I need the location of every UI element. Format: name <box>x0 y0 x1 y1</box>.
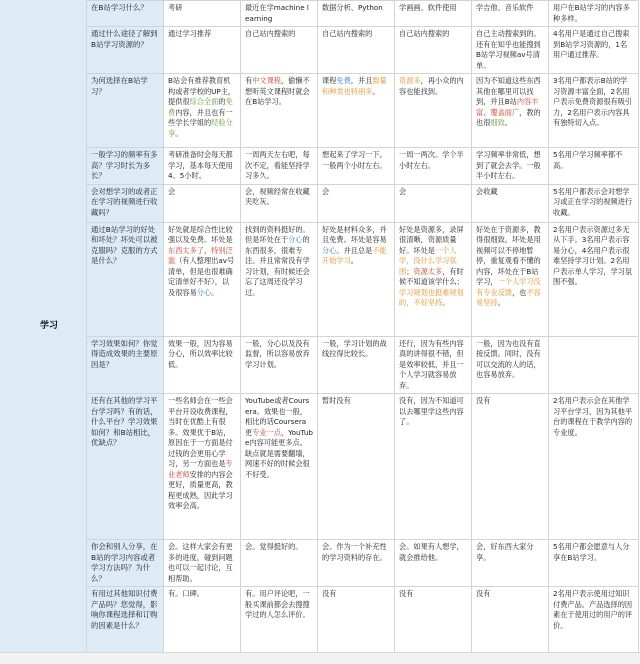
highlight-text: 内容丰富 <box>476 97 539 117</box>
highlight-text: 东西太多了 <box>168 245 204 255</box>
table-row <box>87 540 639 587</box>
answer-text: ，再小众的内容也能找到。 <box>399 76 464 96</box>
table-row <box>87 222 639 336</box>
answer-cell <box>318 1 395 27</box>
answer-text: 2名用户表示会在其他学习平台学习，因为其他平台的课程在于教学内容的专业度。 <box>553 396 633 437</box>
table-row <box>87 184 639 222</box>
highlight-text: 综合全面 <box>189 97 219 106</box>
answer-text: 会 <box>168 186 176 196</box>
question-cell: 会对想学习的或者正在学习的视频进行收藏吗？ <box>87 184 164 222</box>
answer-text: ，并且 <box>350 76 373 85</box>
answer-text: 一周两天左右吧，每次不定，看能坚持学习多久。 <box>245 150 310 180</box>
answer-text: 。 <box>372 86 380 96</box>
answer-text: 好处是资源多，录屏很清晰，资源质量好。坏处是 <box>399 224 464 255</box>
interview-table-body <box>87 1 639 659</box>
answer-cell <box>395 394 472 540</box>
answer-text: ，教的也很 <box>476 107 541 127</box>
answer-text: 的 <box>218 97 226 106</box>
answer-text: 没有 <box>476 396 491 405</box>
answer-text: 没有 <box>399 589 414 598</box>
answer-text: 想起来了学习一下。一般两个小时左右。 <box>322 150 387 170</box>
question-cell: 你会和别人分享，在B站的学习内容或者学习方法吗？为什么？ <box>87 540 164 587</box>
answer-text: 的东西很多，很难专注。并且常常没有学习计划，有时候还会忘了这周还没学习过。 <box>245 235 310 297</box>
answer-cell <box>164 336 241 394</box>
answer-text: 考研 <box>168 3 183 12</box>
answer-text: 一般，因为也没有直接反馈。同时，没有可以交流的人的话，也容易放弃。 <box>476 338 541 379</box>
answer-cell <box>318 27 395 74</box>
answer-text: 会。这样大家会有更多的进度，碰到问题也可以一起讨论，互相帮助。 <box>168 542 233 583</box>
highlight-text: 一个人学习没有专业反馈 <box>476 277 541 297</box>
answer-text: 一般，学习计划的战线拉得比较长。 <box>322 338 387 358</box>
highlight-text: 中文课程 <box>252 76 281 85</box>
question-cell: 通过什么途径了解到B站学习资源的？ <box>87 27 164 74</box>
summary-cell <box>549 148 639 185</box>
table-row <box>87 148 639 185</box>
answer-text: 用户在B站学习的内容多种多样。 <box>553 3 630 23</box>
answer-cell <box>395 27 472 74</box>
answer-cell <box>241 27 318 74</box>
answer-text: 。 <box>175 128 183 138</box>
answer-text: 数据分析、Python <box>322 3 383 12</box>
answer-text: 会。觉得挺好的。 <box>245 542 303 551</box>
answer-text: 。 <box>211 287 219 297</box>
answer-text: 会 <box>322 186 330 196</box>
answer-text: ，有时候不知道该学什么； <box>399 266 464 286</box>
answer-text: 5名用户都会愿意与人分享在B站学习。 <box>553 542 630 562</box>
answer-cell <box>241 184 318 222</box>
question-cell: 还有在其他的学习平台学习吗？有的话，什么平台？学习效果如何？和B站相比，优缺点？ <box>87 394 164 540</box>
highlight-text: 分心 <box>288 235 303 244</box>
answer-text: ，偷懒不想听英文课程时就会在B站学习。 <box>245 76 310 106</box>
answer-cell <box>472 587 549 659</box>
answer-cell <box>164 74 241 148</box>
question-cell: 通过B站学习的好处和坏处？坏处可以被克服吗？克服的方式是什么？ <box>87 222 164 336</box>
answer-text: 安排的内容会更好，质量更高，教程更成熟，因此学习效率会高。 <box>168 469 233 510</box>
answer-cell <box>395 148 472 185</box>
answer-text: 一周一两次。学个半小时左右。 <box>399 150 464 170</box>
answer-cell <box>164 222 241 336</box>
answer-cell <box>318 394 395 540</box>
answer-text: 会。作为一个补充性的学习资料的存在。 <box>322 542 387 562</box>
answer-text: 一般，分心以及没有监督，所以容易放弃学习计划。 <box>245 338 310 369</box>
interview-table <box>86 0 639 659</box>
answer-cell <box>472 222 549 336</box>
highlight-text: 一个人学，没什么学习氛围 <box>399 245 457 276</box>
answer-cell <box>318 184 395 222</box>
summary-cell <box>549 1 639 27</box>
answer-text: 自己站内搜索的 <box>322 29 373 38</box>
answer-text: 没有，因为不知道可以去哪里学这些内容了。 <box>399 396 464 426</box>
answer-cell <box>395 587 472 659</box>
answer-text: 还行，因为有些内容真的讲得很不错，但是效率较低，并且一个人学习就容易放弃。 <box>399 338 464 390</box>
summary-cell <box>549 336 639 394</box>
answer-cell <box>472 394 549 540</box>
summary-cell <box>549 74 639 148</box>
answer-text: 一些名师会在一些会平台开设收费课程，当时在优酷上有很多。效果优于B站，原因在于一方面是付过钱的会更用心学习，另一方面也是 <box>168 396 233 468</box>
answer-text: 内容，并且也有一些学长学姐的 <box>168 107 233 127</box>
answer-cell <box>395 336 472 394</box>
table-row <box>87 394 639 540</box>
answer-cell <box>164 540 241 587</box>
highlight-text: 资源太多 <box>413 266 443 276</box>
answer-cell <box>318 74 395 148</box>
question-cell: 在B站学习什么？ <box>87 1 164 27</box>
answer-cell <box>318 148 395 185</box>
answer-text: 。 <box>442 298 450 307</box>
answer-text: （有人整理出av号清单，但是也很难确定清单好不好），以及很容易 <box>168 256 235 297</box>
answer-cell <box>472 27 549 74</box>
answer-cell <box>164 394 241 540</box>
answer-text: B站会有推荐教育机构或者学校的UP主，提供很 <box>168 76 236 106</box>
answer-text: 好处在于资源多，教得很细致。坏处是用视频可以不停地暂停，重复观看不懂的内容，坏处在于B站学习， <box>476 224 541 286</box>
highlight-text: 数量和种类也特别多 <box>322 76 387 96</box>
answer-text: 自己主动搜索到的。还有在知乎也能搜到B站学习视频av号清单。 <box>476 29 541 70</box>
highlight-text: 特别泛滥 <box>168 245 233 265</box>
answer-cell <box>318 336 395 394</box>
answer-cell <box>472 336 549 394</box>
bottom-strip <box>0 652 640 664</box>
answer-text: 学画画、软件使用 <box>399 3 457 12</box>
highlight-text: 覆盖面广 <box>490 107 520 117</box>
table-row <box>87 74 639 148</box>
highlight-text: 免费 <box>168 97 233 117</box>
table-row <box>87 27 639 74</box>
answer-cell <box>318 540 395 587</box>
answer-text: 5名用户都表示会对想学习或正在学习的视频进行收藏。 <box>553 186 633 217</box>
answer-text: ，YouTube内容可能更多点。缺点就是需要翻墙，网速不好的时候会很不好受。 <box>245 427 313 479</box>
summary-cell <box>549 540 639 587</box>
answer-text: 自己站内搜索的 <box>399 29 450 38</box>
answer-text: 好处是材料众多，并且免费。坏处是容易 <box>322 224 387 244</box>
answer-text: 、 <box>483 107 491 117</box>
answer-text: 会，视频经常在收藏夹吃灰。 <box>245 186 310 206</box>
answer-text: 3名用户都表示B站的学习资源丰富全面，2名用户表示免费资源很有吸引力，2名用户表示内容具有独特切入点。 <box>553 76 633 127</box>
answer-cell <box>472 540 549 587</box>
answer-cell <box>472 148 549 185</box>
answer-text: 会，好东西大家分享。 <box>476 542 534 562</box>
summary-cell <box>549 27 639 74</box>
answer-text: 好处就是综合性比较强以及免费。坏处是 <box>168 224 233 244</box>
table-row <box>87 336 639 394</box>
answer-text: ， <box>203 245 212 255</box>
answer-text: 。 <box>497 298 505 307</box>
table-row <box>87 587 639 659</box>
question-cell: 一般学习的频率有多高？学习时长为多长？ <box>87 148 164 185</box>
table-row <box>87 1 639 27</box>
answer-cell <box>241 148 318 185</box>
answer-text: 暂时没有 <box>322 396 351 405</box>
question-cell: 学习效果如何？你觉得造成效果的主要原因是？ <box>87 336 164 394</box>
answer-text: 。 <box>504 118 512 127</box>
answer-cell <box>241 222 318 336</box>
highlight-text: 免费 <box>336 76 351 85</box>
answer-cell <box>241 1 318 27</box>
answer-text: 会。如果有人想学，就会推给他。 <box>399 542 464 562</box>
answer-text: 通过学习推荐 <box>168 29 212 38</box>
answer-cell <box>318 587 395 659</box>
summary-cell <box>549 222 639 336</box>
highlight-text: 不容易坚持 <box>476 287 541 307</box>
answer-cell <box>241 336 318 394</box>
answer-text: 考研准备时会每天都学习，基本每天使用4、5小时。 <box>168 150 233 180</box>
highlight-text: 专业老师 <box>168 459 233 479</box>
answer-text: 2名用户表示使用过知识付费产品。产品选择的因素在于使用过的用户的评价。 <box>553 589 633 630</box>
answer-cell <box>395 222 472 336</box>
answer-cell <box>395 74 472 148</box>
highlight-text: 学习规划也挺难规划的，不好坚持 <box>399 287 464 307</box>
answer-cell <box>241 587 318 659</box>
section-label: 学习 <box>40 321 59 331</box>
highlight-text: 资源多 <box>399 76 421 85</box>
answer-text: 2名用户表示资源过多无从下手。3名用户表示容易分心，4名用户表示很难坚持学习计划。2名用户表示单人学习，学习氛围不强。 <box>553 224 633 286</box>
summary-cell <box>549 184 639 222</box>
section-column <box>0 0 87 652</box>
answer-text: 课程 <box>322 76 337 85</box>
answer-text: 会 <box>399 186 407 196</box>
answer-text: 有。用户评论吧，一般买课前都会去搜搜学过的人怎么评价。 <box>245 589 310 619</box>
answer-cell <box>164 148 241 185</box>
answer-cell <box>164 184 241 222</box>
answer-cell <box>472 184 549 222</box>
answer-text: 有。口碑。 <box>168 589 204 598</box>
answer-text: 找到的资料挺好的。但是坏处在于 <box>245 224 310 244</box>
answer-text: 。并且总是 <box>336 245 373 255</box>
answer-text: 。 <box>350 256 358 265</box>
answer-cell <box>241 540 318 587</box>
highlight-text: 分心 <box>196 287 212 297</box>
answer-text: 没有 <box>476 589 491 598</box>
answer-cell <box>318 222 395 336</box>
summary-cell <box>549 587 639 659</box>
question-cell: 为何选择在B站学习？ <box>87 74 164 148</box>
answer-cell <box>164 1 241 27</box>
answer-cell <box>241 394 318 540</box>
summary-cell <box>549 394 639 540</box>
answer-text: 有 <box>245 76 253 85</box>
answer-text: 4名用户是通过自己搜索到B站学习资源的，1名用户通过推荐。 <box>553 29 630 59</box>
answer-text: 没有 <box>322 589 337 598</box>
answer-cell <box>164 587 241 659</box>
answer-cell <box>395 184 472 222</box>
answer-text: 自己站内搜索的 <box>245 29 296 38</box>
answer-text: 学吉他、音乐软件 <box>476 3 534 12</box>
highlight-text: 经验分享 <box>168 118 233 138</box>
highlight-text: 专业一点 <box>252 427 281 437</box>
answer-text: 学习频率非常低，想到了就会去学。一般半小时左右。 <box>476 150 541 180</box>
answer-cell <box>395 1 472 27</box>
highlight-text: 细致 <box>490 118 505 127</box>
answer-text: 最近在学machine learning <box>245 3 309 23</box>
answer-text: 效果一般，因为容易分心，所以效率比较低。 <box>168 338 233 369</box>
answer-cell <box>472 74 549 148</box>
answer-text: ，也 <box>511 287 527 297</box>
answer-text: 5名用户学习频率都不高。 <box>553 150 623 170</box>
highlight-text: 分心 <box>322 245 337 255</box>
answer-cell <box>395 540 472 587</box>
highlight-text: 不能开始学习 <box>322 245 387 265</box>
answer-text: YouTube或者Coursera。效果也一般，相比的话Coursera更 <box>245 396 310 437</box>
answer-cell <box>164 27 241 74</box>
question-cell: 有用过其他知识付费产品吗？您觉得，影响你课程选择和订购的因素是什么？ <box>87 587 164 659</box>
answer-cell <box>241 74 318 148</box>
answer-text: 会收藏 <box>476 186 498 196</box>
answer-cell <box>472 1 549 27</box>
answer-text: ； <box>406 266 414 276</box>
answer-text: 因为不知道这些东西其他在哪里可以找到，并且B站 <box>476 76 541 106</box>
